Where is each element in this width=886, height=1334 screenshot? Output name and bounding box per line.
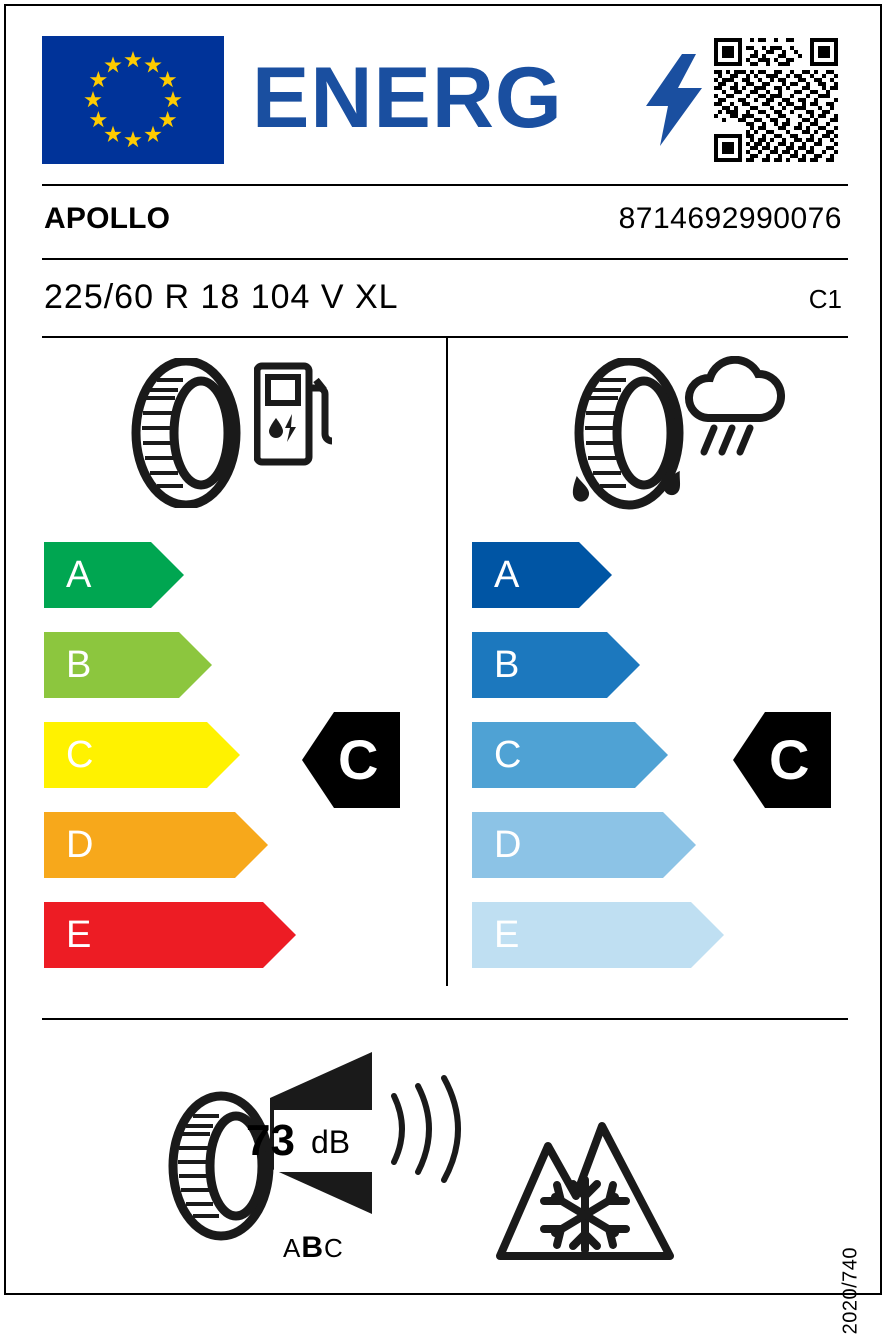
fuel-rating-marker xyxy=(302,712,400,808)
fuel-grade-b xyxy=(44,632,179,698)
divider-top xyxy=(42,184,848,186)
product-code: 8714692990076 xyxy=(618,202,842,235)
label-header xyxy=(6,6,880,166)
wet-grade-c-letter: C xyxy=(494,734,522,776)
fuel-rating-value: C xyxy=(338,728,379,791)
noise-class-a: A xyxy=(283,1233,302,1263)
divider-bottom xyxy=(42,1018,848,1020)
wet-grade-a-letter: A xyxy=(494,554,520,596)
fuel-grade-e-letter: E xyxy=(66,914,92,956)
tyre-splash-icon xyxy=(571,358,691,523)
rain-cloud-icon xyxy=(682,356,786,469)
fuel-grade-a xyxy=(44,542,151,608)
three-peak-mountain-snowflake-icon xyxy=(490,1084,680,1269)
qr-code-icon xyxy=(714,38,838,162)
divider-size xyxy=(42,336,848,338)
wet-rating-marker xyxy=(733,712,831,808)
fuel-pump-icon xyxy=(254,362,332,477)
noise-db-value: 73 xyxy=(246,1116,295,1165)
tyre-icon xyxy=(131,358,241,513)
fuel-grade-e xyxy=(44,902,263,968)
noise-db-unit: dB xyxy=(311,1124,351,1160)
divider-vertical xyxy=(446,336,448,986)
energy-wordmark: ENERG xyxy=(252,50,563,146)
eu-flag-stars xyxy=(42,36,224,164)
wet-grade-a xyxy=(472,542,579,608)
noise-class-scale xyxy=(283,1231,344,1265)
fuel-grade-d-letter: D xyxy=(66,824,94,866)
noise-class-c: C xyxy=(324,1233,344,1263)
wet-grade-d-letter: D xyxy=(494,824,522,866)
regulation-reference: 2020/740 xyxy=(839,1247,861,1334)
tyre-class: C1 xyxy=(808,284,842,314)
wet-grade-d xyxy=(472,812,663,878)
eu-flag-icon xyxy=(42,36,224,164)
wet-grade-c xyxy=(472,722,635,788)
fuel-grade-b-letter: B xyxy=(66,644,92,686)
wet-grade-b xyxy=(472,632,607,698)
sound-waves-icon xyxy=(386,1074,476,1189)
divider-brand xyxy=(42,258,848,260)
wet-rating-value: C xyxy=(769,728,810,791)
wet-grade-b-letter: B xyxy=(494,644,520,686)
lightning-bolt-icon xyxy=(646,54,704,146)
tyre-energy-label xyxy=(4,4,882,1334)
tyre-size: 225/60 R 18 104 V XL xyxy=(44,278,399,316)
fuel-grade-c-letter: C xyxy=(66,734,94,776)
fuel-grade-d xyxy=(44,812,235,878)
fuel-grade-a-letter: A xyxy=(66,554,92,596)
wet-grade-e xyxy=(472,902,691,968)
noise-class-b: B xyxy=(301,1231,325,1264)
fuel-grade-c xyxy=(44,722,207,788)
brand-name: APOLLO xyxy=(44,202,171,235)
wet-grade-e-letter: E xyxy=(494,914,520,956)
